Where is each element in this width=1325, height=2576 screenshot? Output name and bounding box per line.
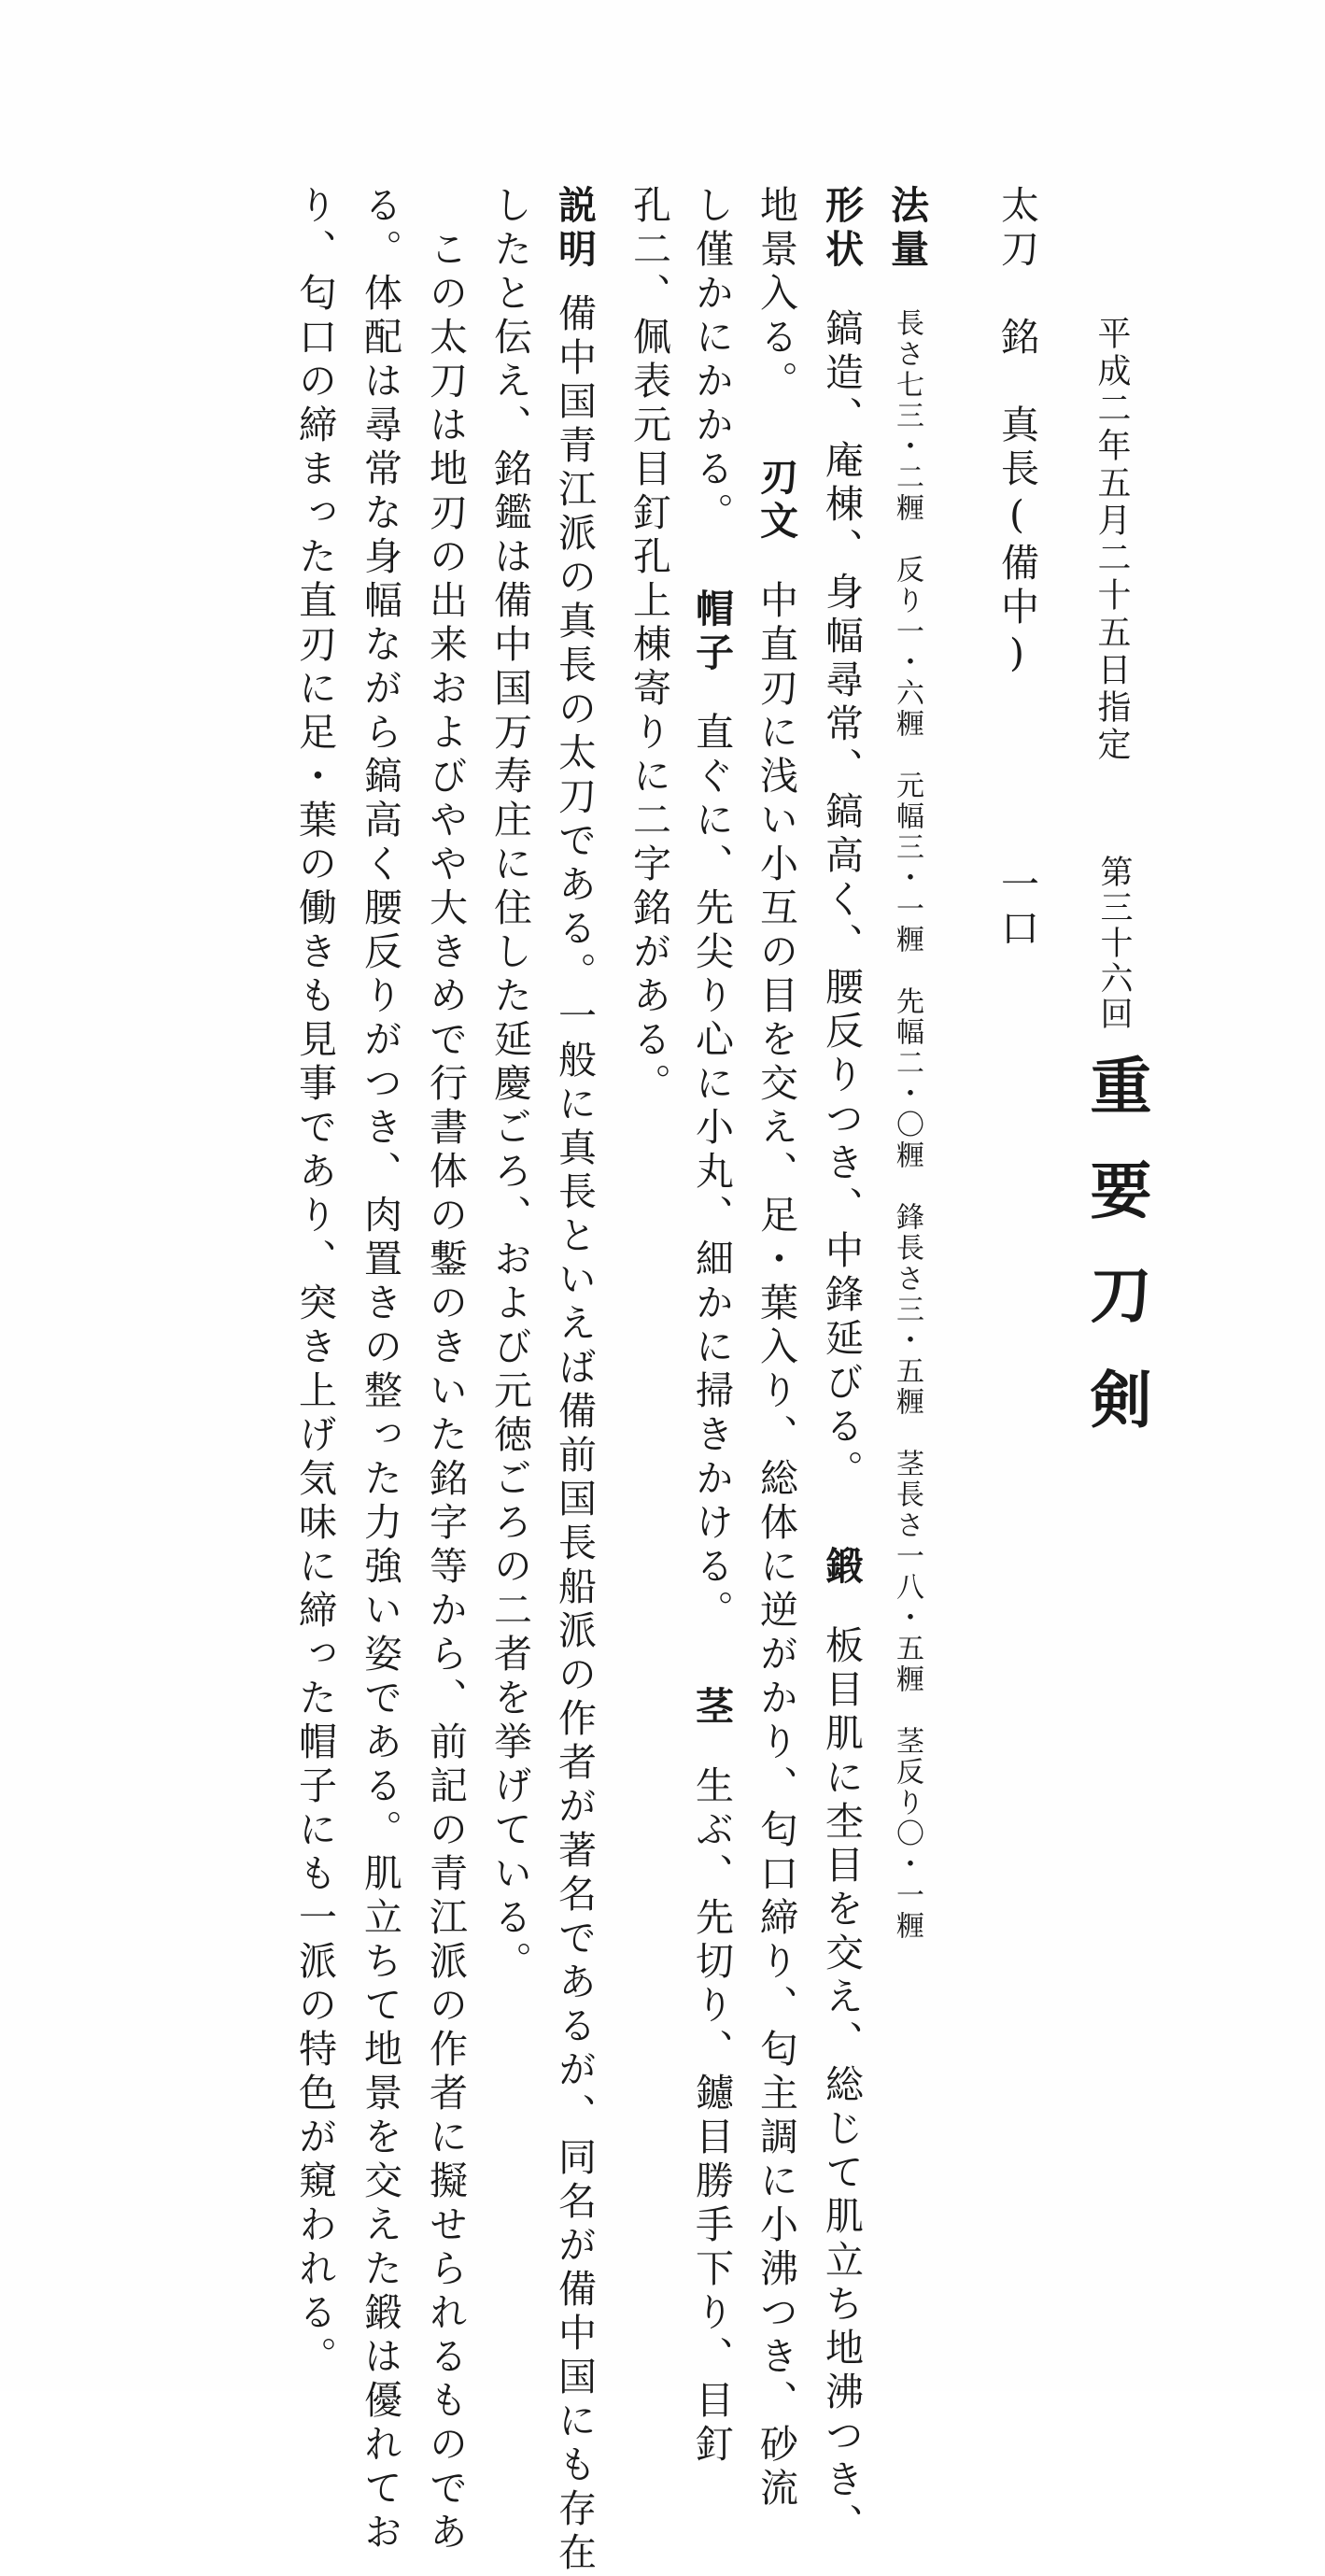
explanation-line-2: したと伝え、銘鑑は備中国万寿庄に住した延慶ごろ、および元徳ごろの二者を挙げている。 — [487, 185, 532, 1985]
forging-heading: 鍛 — [819, 1546, 864, 1590]
nakago-text-2: 孔二、佩表元目釘孔上棟寄りに二字銘がある。 — [627, 185, 671, 1107]
hamon-text-2: し僅かにかかる。 — [689, 185, 734, 536]
nakago-text-1: 生ぶ、先切り、鑢目勝手下り、目釘 — [689, 1765, 734, 2468]
measurements-text: 長さ七三・二糎 反り一・六糎 元幅三・一糎 先幅二・〇糎 鋒長さ三・五糎 茎長さ一八・五糎 茎反り〇・一糎 — [891, 308, 923, 1942]
category-title: 重要刀剣 — [1079, 1054, 1152, 1472]
session-number: 第三十六回 — [1095, 855, 1133, 1032]
nakago-heading: 茎 — [689, 1686, 734, 1730]
forging-text-1: 板目肌に杢目を交え、総じて肌立ち地沸つき、 — [819, 1625, 864, 2547]
shape-column — [819, 185, 864, 2547]
nakago-column — [627, 185, 671, 1107]
item-title: 太刀 銘 真長(備中) — [994, 185, 1039, 681]
hamon-heading: 刃文 — [754, 457, 798, 545]
forging-text-2: 地景入る。 — [754, 185, 798, 404]
hamon-column — [754, 185, 798, 2512]
hamon-text-1: 中直刃に浅い小互の目を交え、足・葉入り、総体に逆がかり、匂口締り、匂主調に小沸つき、砂流 — [754, 580, 798, 2512]
measurements-heading: 法量 — [884, 185, 929, 273]
explanation-line-5: り、匂口の締まった直刃に足・葉の働きも見事であり、突き上げ気味に締った帽子にも一派の特色が窺われる。 — [292, 185, 337, 2380]
measurements-column — [884, 185, 929, 1942]
shape-heading: 形状 — [819, 185, 864, 273]
boshi-heading: 帽子 — [689, 588, 734, 676]
explanation-column-1 — [552, 185, 597, 2576]
explanation-line-3: この太刀は地刃の出来およびやや大きめで行書体の鏨のきいた銘字等から、前記の青江派の作者に擬せられるものであ — [423, 185, 468, 2555]
explanation-line-4: る。体配は尋常な身幅ながら鎬高く腰反りがつき、肉置きの整った力強い姿である。肌立ちて地景を交えた鍛は優れてお — [358, 185, 402, 2555]
item-count: 一口 — [994, 864, 1039, 952]
boshi-column — [689, 185, 734, 2468]
boshi-text: 直ぐに、先尖り心に小丸、細かに掃きかける。 — [689, 712, 734, 1634]
designation-date: 平成二年五月二十五日指定 — [1092, 316, 1131, 764]
explanation-heading: 説明 — [552, 185, 597, 273]
explanation-line-1: 備中国青江派の真長の太刀である。一般に真長といえば備前国長船派の作者が著名であるが、同名が備中国にも存在 — [552, 293, 597, 2576]
shape-text: 鎬造、庵棟、身幅尋常、鎬高く、腰反りつき、中鋒延びる。 — [819, 308, 864, 1493]
